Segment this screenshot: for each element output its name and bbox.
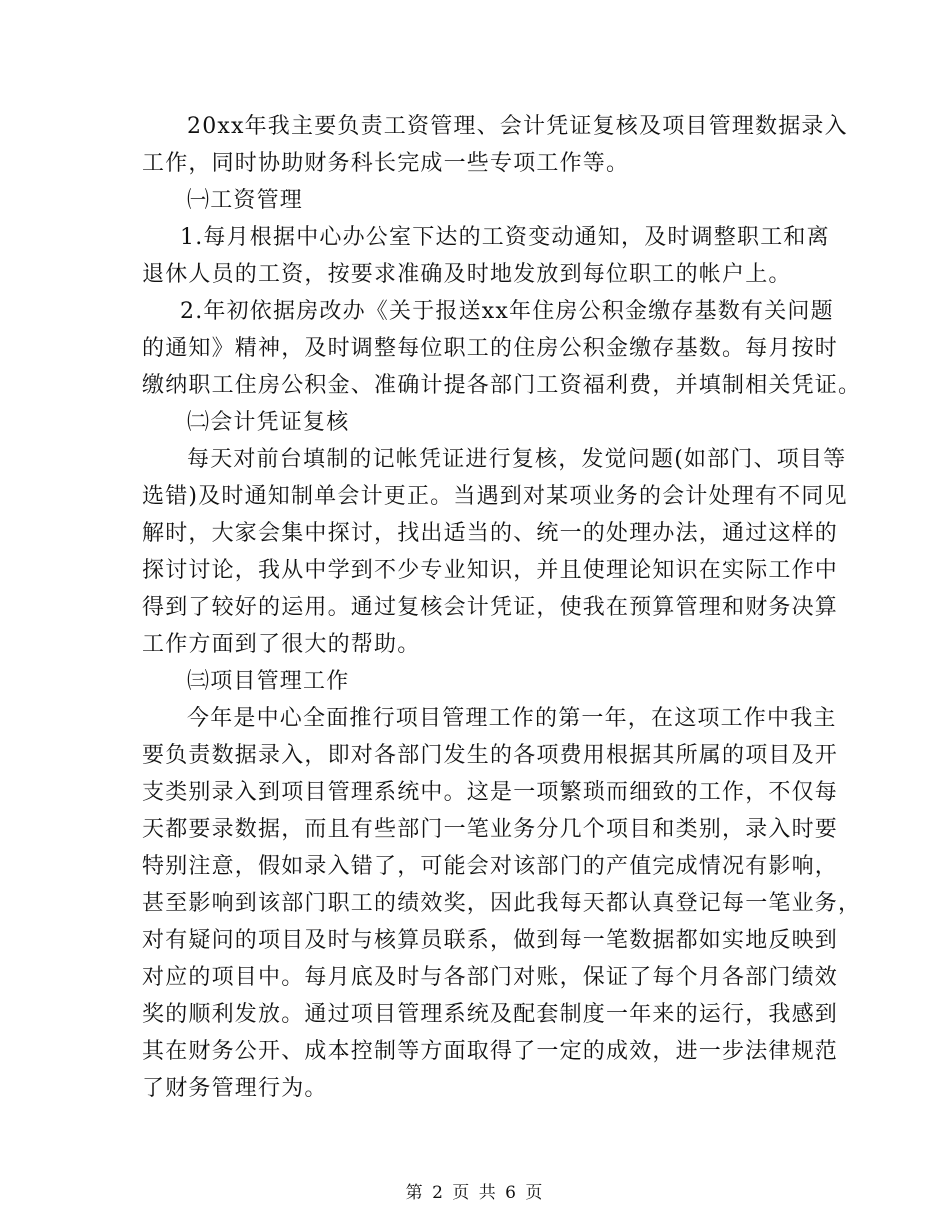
item-2-line-1: 2.年初依据房改办《关于报送xx年住房公积金缴存基数有关问题 <box>180 299 834 324</box>
paragraph-3-line-7: 对有疑问的项目及时与核算员联系，做到每一笔数据都如实地反映到 <box>142 928 839 953</box>
paragraph-3-line-5: 特别注意，假如录入错了，可能会对该部门的产值完成情况有影响， <box>142 854 839 879</box>
paragraph-3-line-1: 今年是中心全面推行项目管理工作的第一年，在这项工作中我主 <box>187 706 837 731</box>
paragraph-3-line-9: 奖的顺利发放。通过项目管理系统及配套制度一年来的运行，我感到 <box>142 1002 839 1027</box>
paragraph-2-line-2: 选错)及时通知制单会计更正。当遇到对某项业务的会计处理有不同见 <box>142 484 848 509</box>
paragraph-3-line-4: 天都要录数据，而且有些部门一笔业务分几个项目和类别，录入时要 <box>142 817 839 842</box>
paragraph-3-line-11: 了财务管理行为。 <box>142 1076 328 1101</box>
paragraph-2-line-1: 每天对前台填制的记帐凭证进行复核，发觉问题(如部门、项目等 <box>187 447 847 472</box>
paragraph-1-line-2: 工作，同时协助财务科长完成一些专项工作等。 <box>142 151 630 176</box>
item-2-line-2: 的通知》精神，及时调整每位职工的住房公积金缴存基数。每月按时 <box>142 336 839 361</box>
section-heading-salary: ㈠工资管理 <box>187 188 304 213</box>
section-heading-voucher-review: ㈡会计凭证复核 <box>187 410 350 435</box>
item-1-line-1: 1.每月根据中心办公室下达的工资变动通知，及时调整职工和离 <box>180 225 830 250</box>
paragraph-3-line-6: 甚至影响到该部门职工的绩效奖，因此我每天都认真登记每一笔业务， <box>142 891 862 916</box>
paragraph-2-line-6: 工作方面到了很大的帮助。 <box>142 632 421 657</box>
paragraph-2-line-5: 得到了较好的运用。通过复核会计凭证，使我在预算管理和财务决算 <box>142 595 839 620</box>
section-heading-project-management: ㈢项目管理工作 <box>187 669 350 694</box>
item-1-line-2: 退休人员的工资，按要求准确及时地发放到每位职工的帐户上。 <box>142 262 792 287</box>
paragraph-2-line-4: 探讨讨论，我从中学到不少专业知识，并且使理论知识在实际工作中 <box>142 558 839 583</box>
paragraph-1-line-1: 20xx年我主要负责工资管理、会计凭证复核及项目管理数据录入 <box>187 114 848 139</box>
paragraph-3-line-3: 支类别录入到项目管理系统中。这是一项繁琐而细致的工作，不仅每 <box>142 780 839 805</box>
item-2-line-3: 缴纳职工住房公积金、准确计提各部门工资福利费，并填制相关凭证。 <box>142 373 862 398</box>
paragraph-3-line-2: 要负责数据录入，即对各部门发生的各项费用根据其所属的项目及开 <box>142 743 839 768</box>
paragraph-3-line-8: 对应的项目中。每月底及时与各部门对账，保证了每个月各部门绩效 <box>142 965 839 990</box>
page-footer: 第 2 页 共 6 页 <box>405 1183 545 1203</box>
paragraph-3-line-10: 其在财务公开、成本控制等方面取得了一定的成效，进一步法律规范 <box>142 1039 839 1064</box>
paragraph-2-line-3: 解时，大家会集中探讨，找出适当的、统一的处理办法，通过这样的 <box>142 521 839 546</box>
